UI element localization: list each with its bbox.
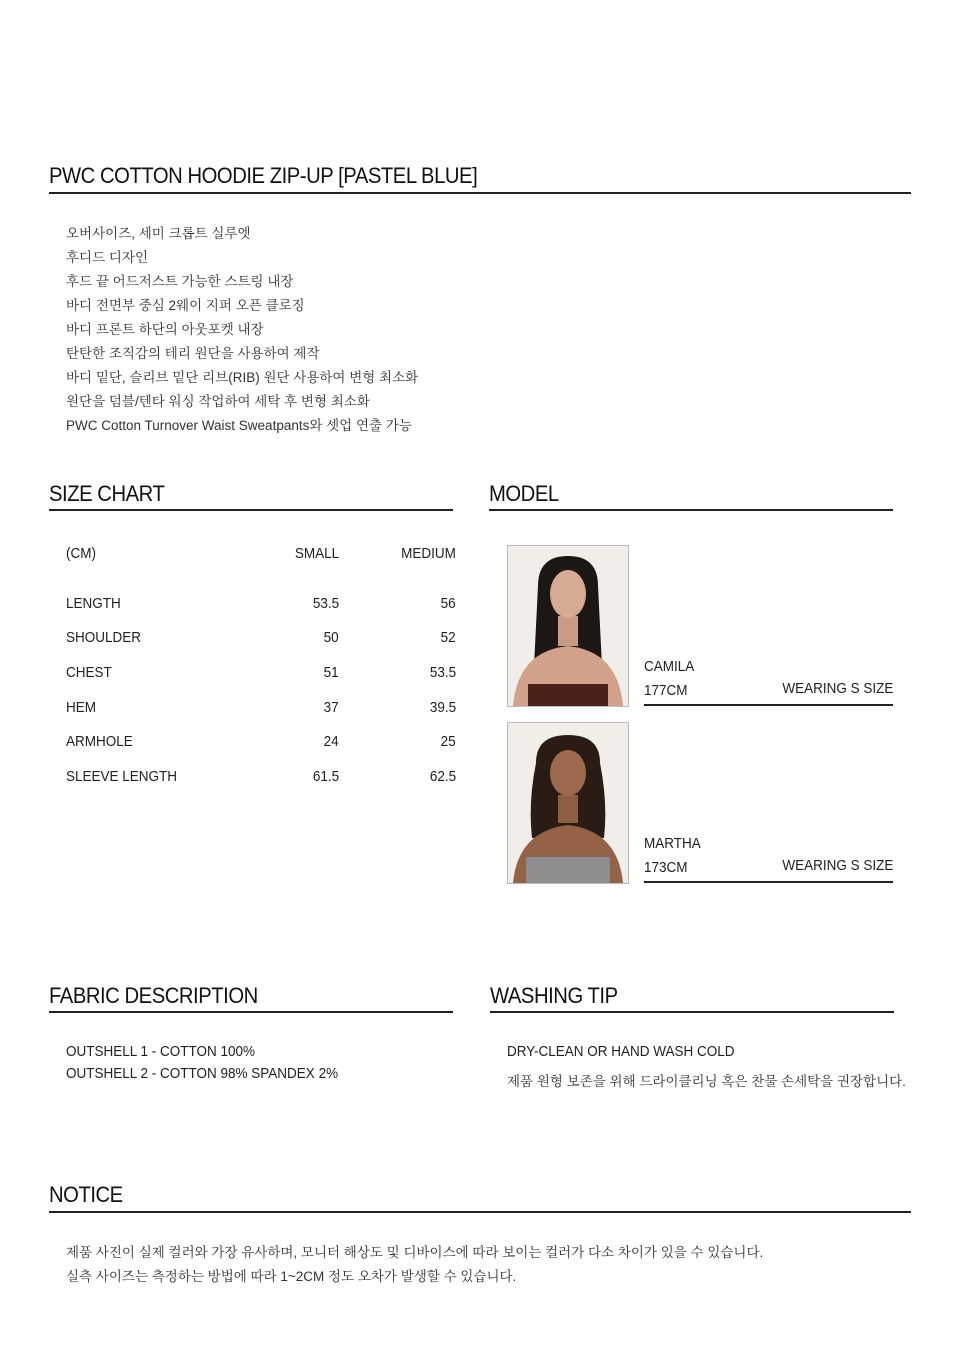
description-item: 바디 전면부 중심 2웨이 지퍼 오픈 클로징 <box>66 298 305 313</box>
fabric-line: OUTSHELL 1 - COTTON 100% <box>66 1043 256 1060</box>
size-chart-header-row <box>66 538 456 586</box>
small-value: 61.5 <box>312 767 339 785</box>
model-title: MODEL <box>489 481 559 506</box>
description-item: 후드 끝 어드저스트 가능한 스트링 내장 <box>66 274 294 289</box>
product-description-list <box>66 222 418 438</box>
model-wearing-size: WEARING S SIZE <box>781 680 893 697</box>
table-row <box>66 759 456 794</box>
row-label: CHEST <box>66 663 112 681</box>
model-divider <box>489 509 893 511</box>
small-value: 37 <box>323 698 339 716</box>
fabric-divider <box>49 1011 453 1013</box>
model-divider-line <box>644 704 893 706</box>
model-name: MARTHA <box>644 835 701 852</box>
notice-title: NOTICE <box>49 1182 123 1207</box>
description-item: 바디 프론트 하단의 아웃포켓 내장 <box>66 322 264 337</box>
model-name: CAMILA <box>644 658 695 675</box>
fabric-line: OUTSHELL 2 - COTTON 98% SPANDEX 2% <box>66 1065 339 1082</box>
column-header-medium: MEDIUM <box>401 544 456 562</box>
row-label: SHOULDER <box>66 629 142 647</box>
small-value: 51 <box>323 663 339 681</box>
model-top <box>526 857 610 883</box>
medium-value: 25 <box>440 733 456 751</box>
row-label: HEM <box>66 698 97 716</box>
washing-divider <box>490 1011 894 1013</box>
title-divider <box>49 192 911 194</box>
small-value: 53.5 <box>312 594 339 612</box>
table-row <box>66 724 456 759</box>
model-photo-camila <box>507 545 629 707</box>
column-header-small: SMALL <box>294 544 339 562</box>
table-row <box>66 690 456 725</box>
washing-title: WASHING TIP <box>490 983 618 1008</box>
description-item: 오버사이즈, 세미 크롭트 실루엣 <box>66 226 251 241</box>
medium-value: 56 <box>440 594 456 612</box>
medium-value: 39.5 <box>429 698 456 716</box>
description-item: PWC Cotton Turnover Waist Sweatpants와 셋업 연출 가능 <box>66 418 412 433</box>
table-row <box>66 586 456 621</box>
notice-divider <box>49 1211 911 1213</box>
small-value: 50 <box>323 629 339 647</box>
model-portrait-illustration <box>508 546 628 706</box>
fabric-title: FABRIC DESCRIPTION <box>49 983 258 1008</box>
notice-line: 실측 사이즈는 측정하는 방법에 따라 1~2CM 정도 오차가 발생할 수 있습니다. <box>66 1269 517 1284</box>
model-divider-line <box>644 881 893 883</box>
model-height: 173CM <box>644 859 688 876</box>
medium-value: 62.5 <box>429 767 456 785</box>
description-item: 탄탄한 조직감의 테리 원단을 사용하여 제작 <box>66 346 320 361</box>
row-label: LENGTH <box>66 594 121 612</box>
small-value: 24 <box>323 733 339 751</box>
size-chart-table <box>66 538 456 794</box>
product-title: PWC COTTON HOODIE ZIP-UP [PASTEL BLUE] <box>49 163 478 188</box>
unit-label: (CM) <box>66 544 96 562</box>
size-chart-title: SIZE CHART <box>49 481 165 506</box>
row-label: ARMHOLE <box>66 733 133 751</box>
description-item: 바디 밑단, 슬리브 밑단 리브(RIB) 원단 사용하여 변형 최소화 <box>66 370 419 385</box>
medium-value: 52 <box>440 629 456 647</box>
model-photo-martha <box>507 722 629 884</box>
size-chart-divider <box>49 509 453 511</box>
model-portrait-illustration <box>508 723 628 883</box>
model-wearing-size: WEARING S SIZE <box>781 857 893 874</box>
description-item: 후디드 디자인 <box>66 250 148 265</box>
notice-line: 제품 사진이 실제 컬러와 가장 유사하며, 모니터 해상도 및 디바이스에 따라 보이는 컬러가 다소 차이가 있을 수 있습니다. <box>66 1245 764 1260</box>
table-row <box>66 655 456 690</box>
washing-note: 제품 원형 보존을 위해 드라이클리닝 혹은 찬물 손세탁을 권장합니다. <box>507 1074 906 1089</box>
table-row <box>66 621 456 656</box>
model-top <box>528 684 608 706</box>
description-item: 원단을 덤블/텐타 워싱 작업하여 세탁 후 변형 최소화 <box>66 394 370 409</box>
row-label: SLEEVE LENGTH <box>66 767 178 785</box>
medium-value: 53.5 <box>429 663 456 681</box>
model-height: 177CM <box>644 682 688 699</box>
washing-instruction: DRY-CLEAN OR HAND WASH COLD <box>507 1043 735 1060</box>
